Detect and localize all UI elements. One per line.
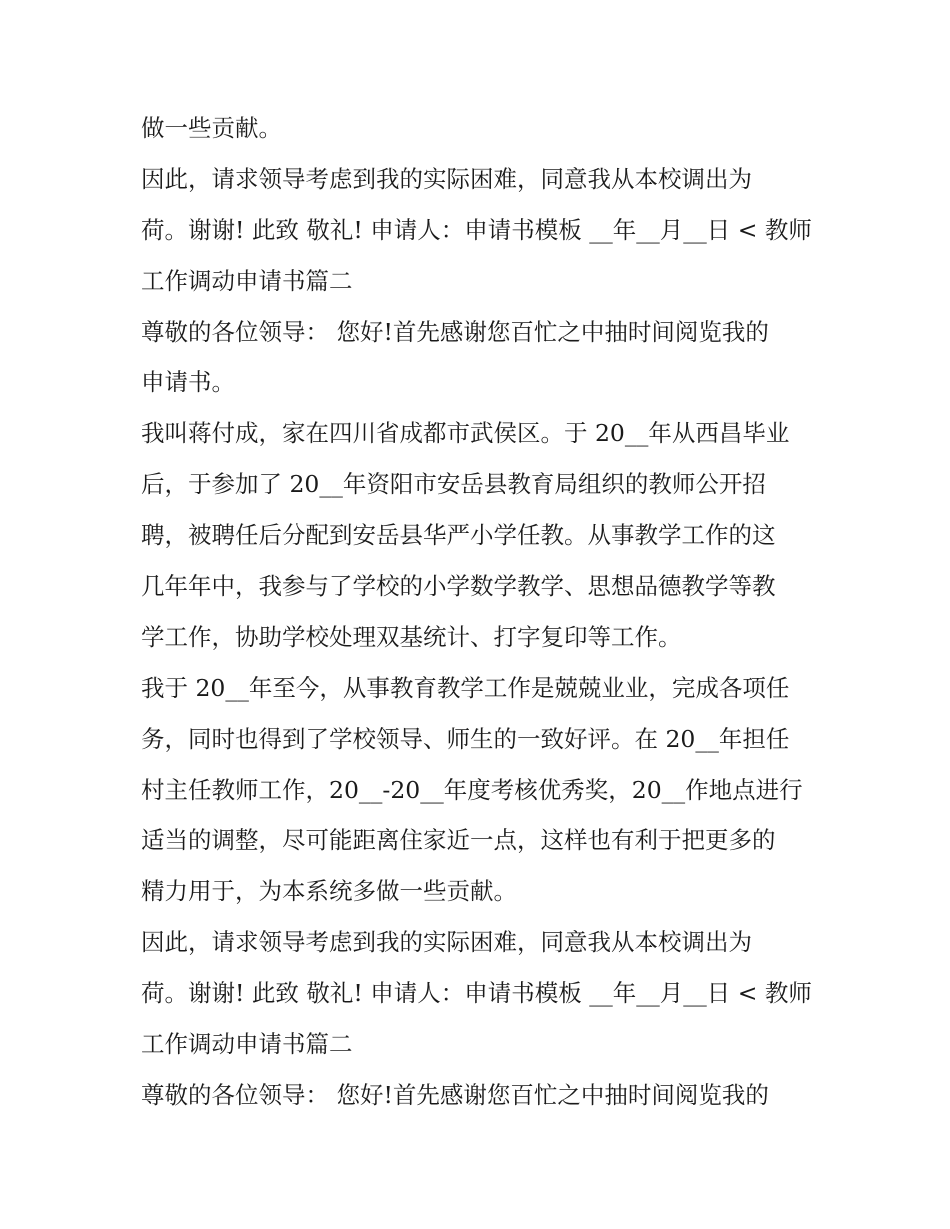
text-line: 荷。谢谢! 此致 敬礼! 申请人：申请书模板 __年__月__日 < 教师	[141, 215, 812, 244]
text-line: 村主任教师工作，20__-20__年度考核优秀奖，20__作地点进行	[141, 775, 803, 804]
document-body	[141, 103, 821, 1121]
text-line: 我于 20__年至今，从事教育教学工作是兢兢业业，完成各项任	[141, 673, 790, 702]
text-line: 申请书。	[141, 368, 235, 397]
text-line: 尊敬的各位领导： 您好!首先感谢您百忙之中抽时间阅览我的	[141, 317, 769, 346]
text-line: 几年年中，我参与了学校的小学数学教学、思想品德教学等教	[141, 572, 776, 601]
text-line: 我叫蒋付成，家在四川省成都市武侯区。于 20__年从西昌毕业	[141, 419, 790, 448]
text-line: 因此，请求领导考虑到我的实际困难，同意我从本校调出为	[141, 928, 752, 957]
text-line: 适当的调整，尽可能距离住家近一点，这样也有利于把更多的	[141, 826, 776, 855]
text-line: 后，于参加了 20__年资阳市安岳县教育局组织的教师公开招	[141, 470, 766, 499]
text-line: 因此，请求领导考虑到我的实际困难，同意我从本校调出为	[141, 164, 752, 193]
text-line: 精力用于，为本系统多做一些贡献。	[141, 877, 517, 906]
text-line: 工作调动申请书篇二	[141, 1030, 353, 1059]
text-line: 尊敬的各位领导： 您好!首先感谢您百忙之中抽时间阅览我的	[141, 1080, 769, 1109]
text-line: 聘，被聘任后分配到安岳县华严小学任教。从事教学工作的这	[141, 521, 776, 550]
text-line: 做一些贡献。	[141, 114, 282, 142]
text-line: 务，同时也得到了学校领导、师生的一致好评。在 20__年担任	[141, 724, 790, 753]
text-line: 工作调动申请书篇二	[141, 266, 353, 295]
text-line: 学工作，协助学校处理双基统计、打字复印等工作。	[141, 622, 682, 651]
text-line: 荷。谢谢! 此致 敬礼! 申请人：申请书模板 __年__月__日 < 教师	[141, 979, 812, 1008]
